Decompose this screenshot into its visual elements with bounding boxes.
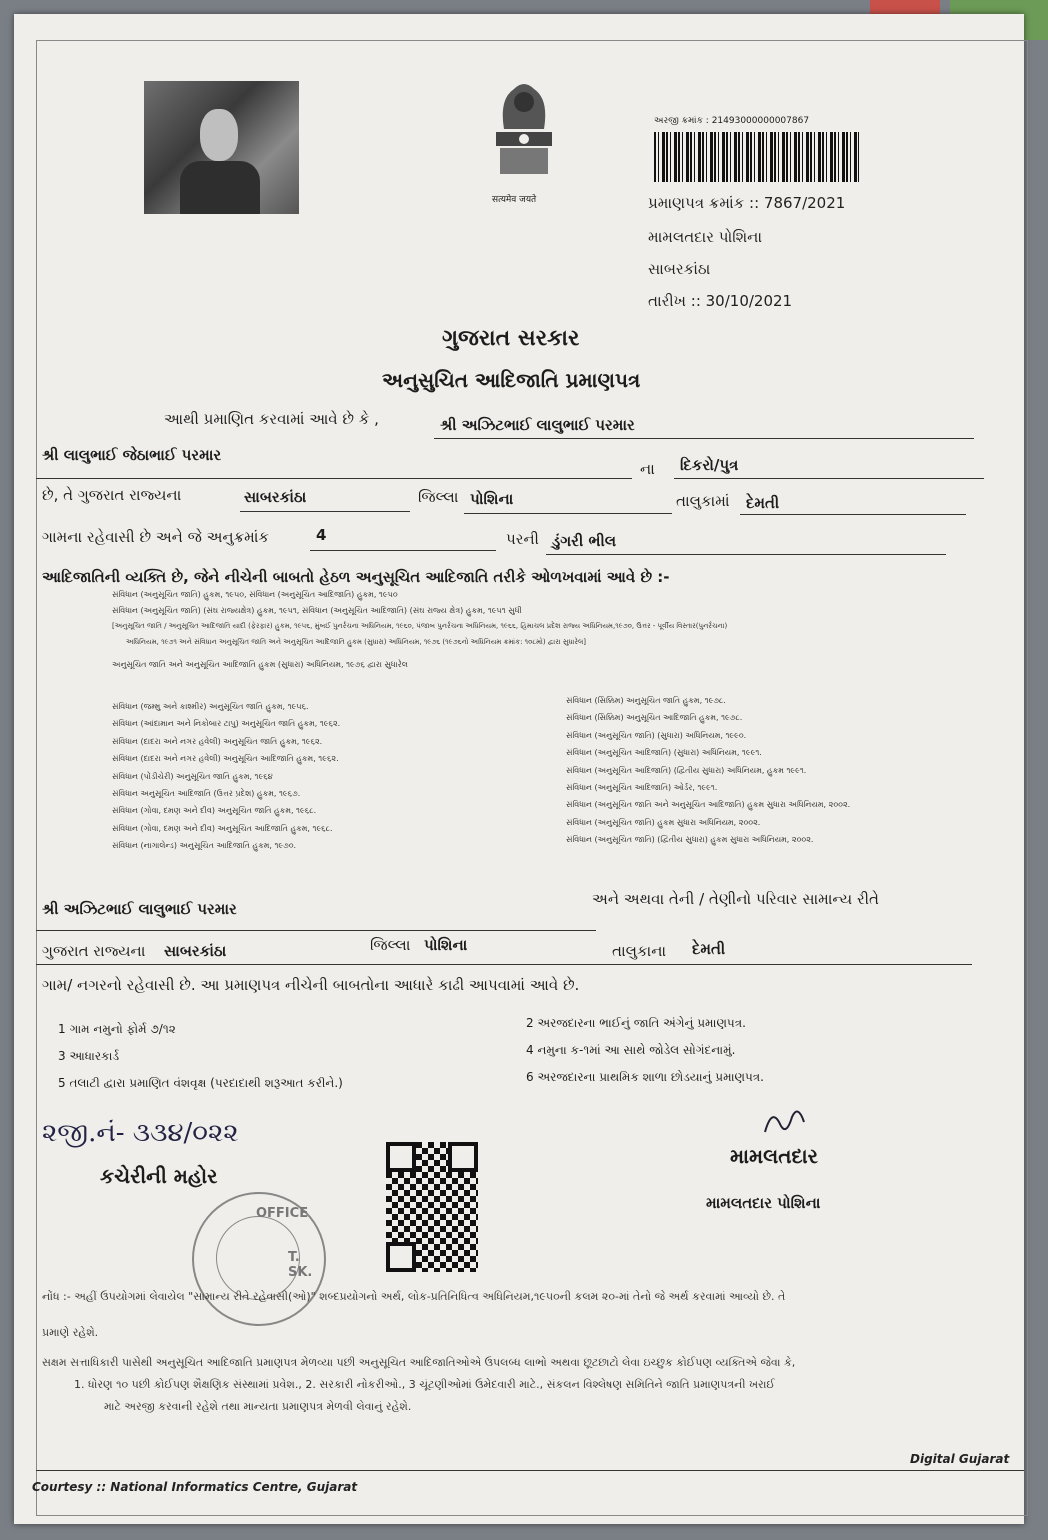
order-left-item: સંવિધાન (પોંડીચેરી) અનુસૂચિત જાતિ હુકમ, ૧૯૬૪ — [112, 771, 273, 781]
jilla-label-2: જિલ્લા — [370, 936, 411, 954]
document-item: 5 તલાટી દ્વારા પ્રમાણિત વંશવૃક્ષ (પરદાદાથી શરૂઆત કરીને.) — [58, 1076, 343, 1090]
na-label: ના — [640, 460, 655, 478]
order-left-item: સંવિધાન (ગોવા, દમણ અને દીવ) અનુસૂચિત જાતિ હુકમ, ૧૯૬૮. — [112, 806, 317, 816]
government-title: ગુજરાત સરકાર — [442, 326, 580, 351]
father-name: શ્રી લાલુભાઈ જેઠાભાઈ પરમાર — [42, 446, 222, 464]
applicant-photo — [144, 81, 299, 214]
state-label: ગુજરાત રાજ્યના — [42, 942, 146, 960]
underline — [36, 930, 596, 931]
qr-finder — [386, 1242, 416, 1272]
order-line: અધિનિયમ, ૧૯૭૧ અને સંવિધાન અનુસૂચિત જાતિ અને અનુસૂચિત આદિજાતિ હુકમ (સુધારા) અધિનિયમ, ૧૯૭૬ (૧૯૭૬નો અધિનિયમ ક્રમાંક: ૧૦૮મો) દ્વારા સુધારેલ] — [126, 638, 587, 646]
order-left-item: સંવિધાન (આંદામાન અને નિકોબાર ટાપુ) અનુસૂચિત જાતિ હુકમ, ૧૯૬૨. — [112, 719, 341, 729]
underline — [546, 554, 946, 555]
order-line: અનુસૂચિત જાતિ અને અનુસૂચિત આદિજાતિ હુકમ (સુધારા) અધિનિયમ, ૧૯૭૬ દ્વારા સુધારેલ — [112, 660, 408, 669]
order-left-item: સંવિધાન (જમ્મુ અને કાશ્મીર) અનુસૂચિત જાતિ હુકમ, ૧૯૫૬. — [112, 702, 309, 711]
order-right-item: સંવિધાન (સિક્કિમ) અનુસૂચિત આદિજાતિ હુકમ, ૧૯૭૮. — [566, 713, 743, 723]
taluka: પોશિના — [470, 490, 514, 508]
note-line: નોંધ :- અહીં ઉપયોગમાં લેવાયેલ "સામાન્ય રીતે રહેવાસી(ઓ)" શબ્દપ્રયોગનો અર્થ, લોક-પ્રતિનિધિત્વ અધિનિયમ,૧૯૫૦ની કલમ ૨૦-માં તેનો જે અર્થ કરવામાં આવ્યો છે. તે — [42, 1290, 786, 1303]
order-right-item: સંવિધાન (સિક્કિમ) અનુસૂચિત જાતિ હુકમ, ૧૯૭૮. — [566, 696, 726, 705]
family-text: અને અથવા તેની / તેણીનો પરિવાર સામાન્ય રીતે — [592, 890, 879, 908]
handwritten-registration: ૨જી.નં- ૩૩૪/૦૨૨ — [42, 1118, 239, 1148]
issuing-office: મામલતદાર પોશિના — [648, 228, 763, 246]
photo-face — [200, 109, 238, 161]
qr-code — [386, 1142, 478, 1272]
seal-text: OFFICE — [256, 1206, 309, 1221]
order-left-item: સંવિધાન (દાદરા અને નગર હવેલી) અનુસૂચિત જાતિ હુકમ, ૧૯૬૨. — [112, 736, 323, 746]
jilla-label: જિલ્લા — [418, 488, 459, 506]
district-2: સાબરકાંઠા — [164, 942, 227, 960]
order-right-item: સંવિધાન (અનુસૂચિત જાતિ) (દ્વિતીય સુધારા) હુકમ સુધારા અધિનિયમ, ૨૦૦૨. — [566, 835, 814, 845]
note-line: 1. ધોરણ ૧૦ પછી કોઈપણ શૈક્ષણિક સંસ્થામાં પ્રવેશ., 2. સરકારી નોકરીઓ., 3 ચૂંટણીઓમાં ઉમેદવારી માટે., સંકલન વિશ્લેષણ સમિતિને જાતિ પ્રમાણપત્રની ખરાઈ — [74, 1378, 775, 1391]
order-left-item: સંવિધાન (દાદરા અને નગર હવેલી) અનુસૂચિત આદિજાતિ હુકમ, ૧૯૬૨. — [112, 754, 339, 764]
national-emblem-icon — [484, 74, 564, 184]
applicant-name-2: શ્રી અઝિટભાઈ લાલુભાઈ પરમાર — [42, 900, 237, 918]
photo-body — [180, 161, 260, 214]
certificate-paper — [14, 14, 1024, 1524]
order-line: સંવિધાન (અનુસૂચિત જાતિ) (સંઘ રાજ્યક્ષેત્ર) હુકમ, ૧૯૫૧, સંવિધાન (અનુસૂચિત આદિજાતિ) (સંઘ રાજ્ય ક્ષેત્ર) હુકમ, ૧૯૫૧ સુધી — [112, 606, 522, 615]
village-2: દેમતી — [692, 940, 726, 958]
issue-date: તારીખ :: 30/10/2021 — [648, 292, 793, 310]
residence-text: ગામના રહેવાસી છે અને જે અનુક્રમાંક — [42, 528, 270, 546]
recognition-text: આદિજાતિની વ્યક્તિ છે, જેને નીચેની બાબતો હેઠળ અનુસૂચિત આદિજાતિ તરીકે ઓળખવામાં આવે છે :- — [42, 568, 670, 586]
underline — [674, 478, 984, 479]
barcode — [654, 132, 859, 182]
order-right-item: સંવિધાન (અનુસૂચિત આદિજાતિ) ઓર્ડર, ૧૯૯૧. — [566, 783, 718, 793]
courtesy-label: Courtesy :: National Informatics Centre, Gujarat — [32, 1480, 358, 1494]
note-line: પ્રમાણે રહેશે. — [42, 1326, 99, 1339]
order-line: [અનુસૂચિત જાતિ / અનુસૂચિત આદિજાતિ યાદી (ફેરફાર) હુકમ, ૧૯૫૬, મુંબઈ પુનર્રચના અધિનિયમ, ૧૯૬૦, પંજાબ પુનર્રચના અધિનિયમ, ૧૯૬૬, હિમાચલ પ્રદેશ રાજ્ય અધિનિયમ,૧૯૭૦, ઉત્તર - પૂર્વીય વિસ્તાર(પુનર્રચના) — [112, 622, 728, 630]
qr-finder — [386, 1142, 416, 1172]
order-right-item: સંવિધાન (અનુસૂચિત આદિજાતિ) (દ્વિતીય સુધારા) અધિનિયમ, હુકમ ૧૯૯૧. — [566, 765, 807, 775]
document-item: 2 અરજદારના ભાઈનું જાતિ અંગેનું પ્રમાણપત્ર. — [526, 1016, 746, 1030]
application-number: અરજી ક્રમાંક : 21493000000007867 — [654, 116, 810, 126]
qr-finder — [448, 1142, 478, 1172]
underline — [240, 511, 410, 512]
order-right-item: સંવિધાન (અનુસૂચિત જાતિ) હુકમ સુધારા અધિનિયમ, ૨૦૦૨. — [566, 817, 761, 827]
intro-text: આથી પ્રમાણિત કરવામાં આવે છે કે , — [164, 410, 379, 428]
underline — [310, 550, 496, 551]
document-item: 6 અરજદારના પ્રાથમિક શાળા છોડયાનું પ્રમાણપત્ર. — [526, 1070, 764, 1084]
issuing-district: સાબરકાંઠા — [648, 260, 711, 278]
seal-text-2: T. SK. — [288, 1250, 313, 1280]
resident-text: ગામ/ નગરનો રહેવાસી છે. આ પ્રમાણપત્ર નીચેની બાબતોના આધારે કાઢી આપવામાં આવે છે. — [42, 976, 580, 994]
taluka-2: પોશિના — [424, 936, 468, 954]
order-left-item: સંવિધાન (નાગાલેન્ડ) અનુસૂચિત આદિજાતિ હુકમ, ૧૯૭૦. — [112, 841, 297, 851]
digital-gujarat-label: Digital Gujarat — [910, 1452, 1010, 1466]
order-right-item: સંવિધાન (અનુસૂચિત જાતિ અને અનુસૂચિત આદિજાતિ) હુકમ સુધારા અધિનિયમ, ૨૦૦૨. — [566, 800, 851, 810]
applicant-name: શ્રી અઝિટભાઈ લાલુભાઈ પરમાર — [440, 416, 635, 434]
note-line: માટે અરજી કરવાની રહેશે તથા માન્યતા પ્રમાણપત્ર મેળવી લેવાનું રહેશે. — [104, 1400, 412, 1413]
order-line: સંવિધાન (અનુસૂચિત જાતિ) હુકમ, ૧૯૫૦, સંવિધાન (અનુસૂચિત આદિજાતિ) હુકમ, ૧૯૫૦ — [112, 590, 398, 599]
footer-divider — [36, 1470, 1024, 1471]
document-item: 1 ગામ નમુનો ફોર્મ ૭/૧૨ — [58, 1022, 176, 1036]
underline — [36, 964, 972, 965]
parni-label: પરની — [506, 530, 539, 548]
office-seal-stamp — [192, 1192, 326, 1326]
underline — [36, 478, 632, 479]
tribe-name: ડુંગરી ભીલ — [552, 532, 617, 550]
office-seal-label: કચેરીની મહોર — [100, 1164, 218, 1188]
note-line: સક્ષમ સત્તાધિકારી પાસેથી અનુસૂચિત આદિજાતિ પ્રમાણપત્ર મેળવ્યા પછી અનુસૂચિત આદિજાતિઓએ ઉપલબ્ધ લાભો અથવા છૂટછાટો લેવા ઇચ્છુક કોઈપણ વ્યક્તિએ જેવા કે, — [42, 1356, 796, 1369]
talukana-label: તાલુકાના — [612, 942, 667, 960]
signatory-office: મામલતદાર પોશિના — [706, 1194, 821, 1212]
village: દેમતી — [746, 494, 780, 512]
signature-icon — [760, 1102, 820, 1142]
certificate-number: પ્રમાણપત્ર ક્રમાંક :: 7867/2021 — [648, 194, 846, 212]
certificate-title: અનુસુચિત આદિજાતિ પ્રમાણપત્ર — [382, 368, 641, 392]
signatory-title: મામલતદાર — [730, 1144, 818, 1168]
emblem-motto: सत्यमेव जयते — [492, 195, 537, 205]
state-text: છે, તે ગુજરાત રાજ્યના — [42, 486, 182, 504]
underline — [464, 513, 672, 514]
order-left-item: સંવિધાન (ગોવા, દમણ અને દીવ) અનુસૂચિત આદિજાતિ હુકમ, ૧૯૬૮. — [112, 823, 333, 833]
talukama-label: તાલુકામાં — [676, 492, 730, 510]
document-item: 3 આધારકાર્ડ — [58, 1049, 120, 1063]
underline — [434, 438, 974, 439]
serial-number: 4 — [316, 526, 327, 544]
order-right-item: સંવિધાન (અનુસૂચિત જાતિ) (સુધારા) અધિનિયમ, ૧૯૯૦. — [566, 730, 747, 740]
document-item: 4 નમુના ક-૧માં આ સાથે જોડેલ સોગંદનામું. — [526, 1043, 736, 1057]
underline — [740, 514, 966, 515]
relation: દિકરો/પુત્ર — [680, 456, 739, 474]
order-left-item: સંવિધાન અનુસૂચિત આદિજાતિ (ઉત્તર પ્રદેશ) હુકમ, ૧૯૬૭. — [112, 789, 301, 799]
order-right-item: સંવિધાન (અનુસૂચિત આદિજાતિ) (સુધારા) અધિનિયમ, ૧૯૯૧. — [566, 748, 762, 758]
district: સાબરકાંઠા — [244, 488, 307, 506]
